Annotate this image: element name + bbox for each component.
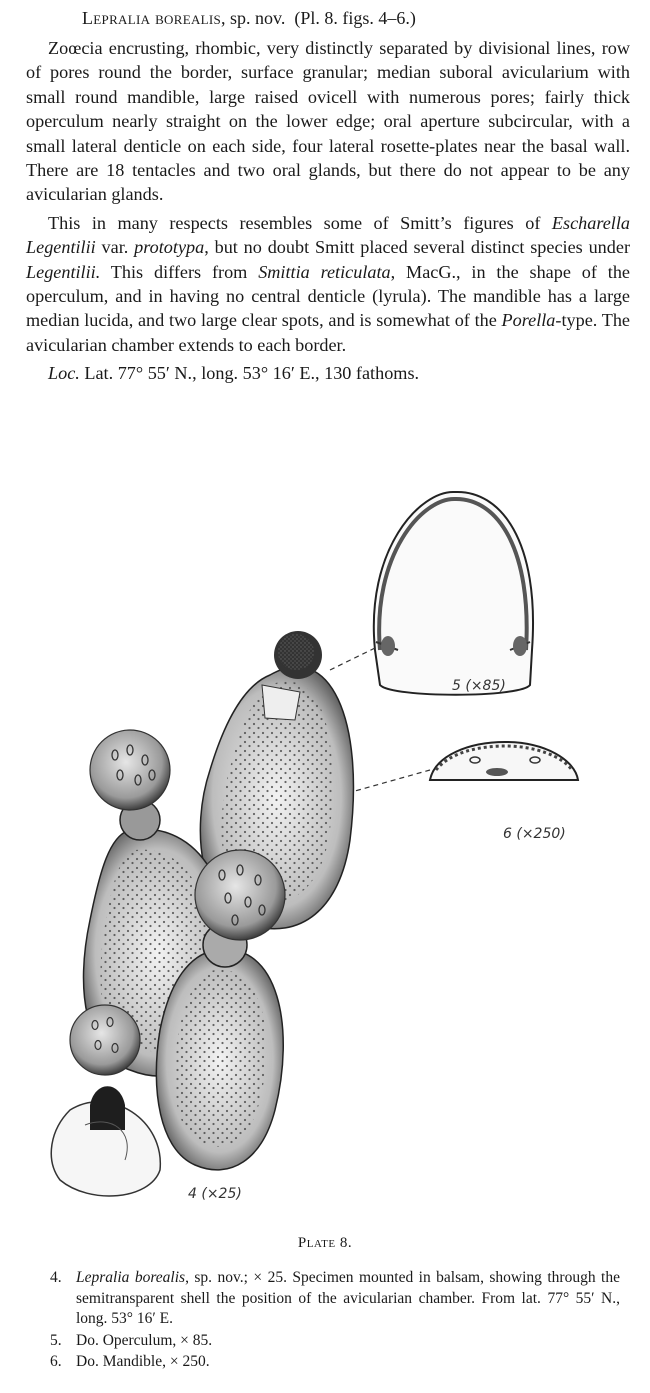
figure-4-colony	[51, 631, 353, 1196]
plate-drawing	[0, 470, 650, 1230]
description-paragraph-1: Zoœcia encrusting, rhombic, very distinctly separated by divisional lines, row of pores round the border, surface granular; median suboral avicularium with small round mandible, large raised ovicell with numerous pores; fairly thick operculum nearly straight on the lower edge; oral aperture subcircular, with a small lateral denticle on each side, four lateral rosette-plates near the basal wall. There are 18 tentacles and two oral glands, but there do not appear to be any avicularian glands.	[26, 38, 630, 205]
figure-6-mandible	[430, 742, 578, 780]
figure-4-label: 4 (×25)	[188, 1186, 242, 1202]
plate-illustration	[0, 470, 650, 1230]
plate-captions	[50, 1268, 620, 1374]
caption-6: 6. Do. Mandible, × 250.	[50, 1353, 210, 1370]
description-paragraph-2: This in many respects resembles some of Smitt’s figures of Escharella Legentilii var. prototypa, but no doubt Smitt placed several distinct species under Legentilii. This differs from Smittia reticulata, MacG., in the shape of the operculum, and in having no central denticle (lyrula). The mandible has a large median lucida, and two large clear spots, and is somewhat of the Porella-type. The avicularian chamber extends to each border.	[26, 212, 630, 355]
locality-line	[26, 361, 630, 385]
figure-5-operculum	[374, 492, 533, 695]
caption-5: 5. Do. Operculum, × 85.	[50, 1331, 213, 1349]
species-name: Lepralia borealis	[82, 8, 222, 28]
caption-4: 4. Lepralia borealis, sp. nov.; × 25. Specimen mounted in balsam, showing through the semitransparent shell the position of the avicularian chamber. From lat. 77° 55′ N., long. 53° 16′ E.	[50, 1269, 620, 1327]
plate-reference: (Pl. 8. figs. 4–6.)	[294, 8, 416, 28]
description-text	[26, 36, 630, 390]
figure-6-label: 6 (×250)	[503, 826, 566, 842]
locality-label: Loc.	[48, 363, 80, 384]
plate-title: Plate 8.	[297, 1235, 353, 1251]
locality-text: Lat. 77° 55′ N., long. 53° 16′ E., 130 fathoms.	[79, 363, 420, 384]
species-heading	[82, 8, 642, 29]
species-suffix: , sp. nov.	[221, 8, 286, 28]
figure-5-label: 5 (×85)	[452, 678, 506, 694]
